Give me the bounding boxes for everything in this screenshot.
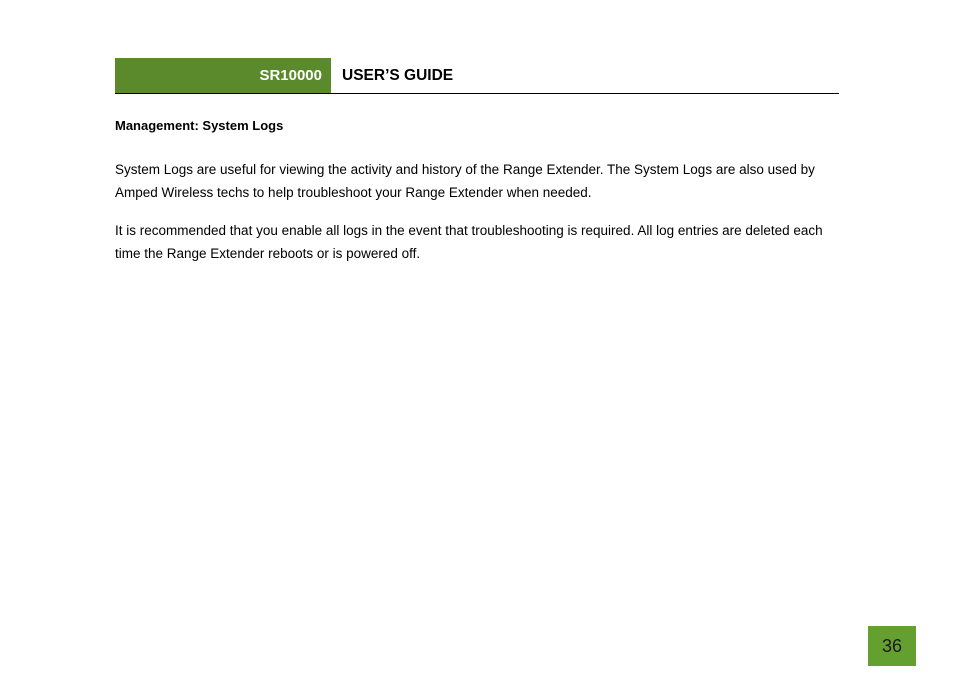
page-header <box>115 58 839 94</box>
header-model-label: SR10000 <box>115 58 331 93</box>
paragraph-system-logs-intro: System Logs are useful for viewing the activity and history of the Range Extender. The System Logs are also used by Amped Wireless techs to help troubleshoot your Range Extender when needed. <box>115 162 815 200</box>
page-number-badge: 36 <box>868 626 916 666</box>
section-heading: Management: System Logs <box>115 118 284 133</box>
paragraph-logs-recommendation: It is recommended that you enable all logs in the event that troubleshooting is required. All log entries are deleted each time the Range Extender reboots or is powered off. <box>115 223 823 261</box>
header-title: USER’S GUIDE <box>342 67 454 84</box>
